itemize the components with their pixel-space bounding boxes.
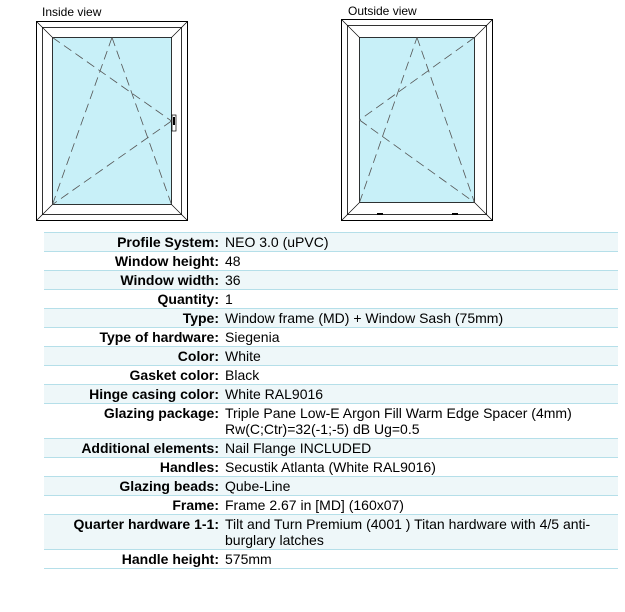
spec-label: Handles: (159, 459, 219, 475)
spec-label: Quarter hardware 1-1: (73, 516, 219, 532)
drainage-slot-icon (452, 213, 458, 215)
spec-value: Window frame (MD) + Window Sash (75mm) (225, 310, 504, 326)
drainage-slot-icon (377, 213, 383, 215)
spec-value: Tilt and Turn Premium (4001 ) Titan hardware with 4/5 anti-burglary latches (225, 516, 591, 548)
spec-label: Profile System: (117, 234, 219, 250)
spec-label: Frame: (172, 497, 219, 513)
spec-value: Nail Flange INCLUDED (225, 440, 372, 456)
spec-label: Type of hardware: (99, 329, 219, 345)
handle-icon (172, 115, 176, 131)
spec-row (44, 309, 618, 328)
spec-row (44, 550, 618, 569)
inside-view-window-diagram (36, 21, 188, 221)
spec-row (44, 458, 618, 477)
outside-view-window-diagram (341, 19, 493, 221)
spec-label: Type: (182, 310, 219, 326)
spec-value: 36 (225, 272, 241, 288)
spec-row (44, 347, 618, 366)
glass-pane (360, 38, 475, 203)
spec-label: Color: (177, 348, 219, 364)
spec-row (44, 271, 618, 290)
spec-label: Hinge casing color: (89, 386, 219, 402)
spec-row (44, 385, 618, 404)
spec-row (44, 439, 618, 458)
glass-pane (53, 38, 172, 205)
spec-label: Glazing package: (103, 405, 219, 421)
spec-label: Gasket color: (129, 367, 219, 383)
spec-value: 48 (225, 253, 241, 269)
spec-value: NEO 3.0 (uPVC) (225, 234, 329, 250)
spec-value: 1 (225, 291, 233, 307)
spec-label: Handle height: (121, 551, 219, 567)
spec-value: Qube-Line (225, 478, 291, 494)
spec-label: Quantity: (157, 291, 219, 307)
spec-value: Black (225, 367, 260, 383)
spec-row (44, 328, 618, 347)
spec-value: White RAL9016 (225, 386, 324, 402)
spec-row (44, 366, 618, 385)
spec-value: 575mm (225, 551, 272, 567)
spec-value: White (225, 348, 261, 364)
spec-value: Secustik Atlanta (White RAL9016) (225, 459, 436, 475)
spec-row (44, 290, 618, 309)
spec-label: Window width: (120, 272, 219, 288)
inside-view-label: Inside view (42, 5, 102, 19)
spec-row (44, 496, 618, 515)
spec-value: Triple Pane Low-E Argon Fill Warm Edge Spacer (4mm) Rw(C;Ctr)=32(-1;-5) dB Ug=0.5 (225, 405, 572, 437)
spec-row (44, 515, 618, 550)
spec-row (44, 233, 618, 252)
spec-row (44, 477, 618, 496)
specifications-table (44, 232, 618, 569)
spec-label: Glazing beads: (119, 478, 219, 494)
spec-row (44, 252, 618, 271)
spec-row (44, 404, 618, 439)
spec-label: Additional elements: (81, 440, 219, 456)
spec-label: Window height: (114, 253, 219, 269)
spec-value: Siegenia (225, 329, 280, 345)
outside-view-label: Outside view (348, 4, 417, 18)
spec-value: Frame 2.67 in [MD] (160x07) (225, 497, 404, 513)
